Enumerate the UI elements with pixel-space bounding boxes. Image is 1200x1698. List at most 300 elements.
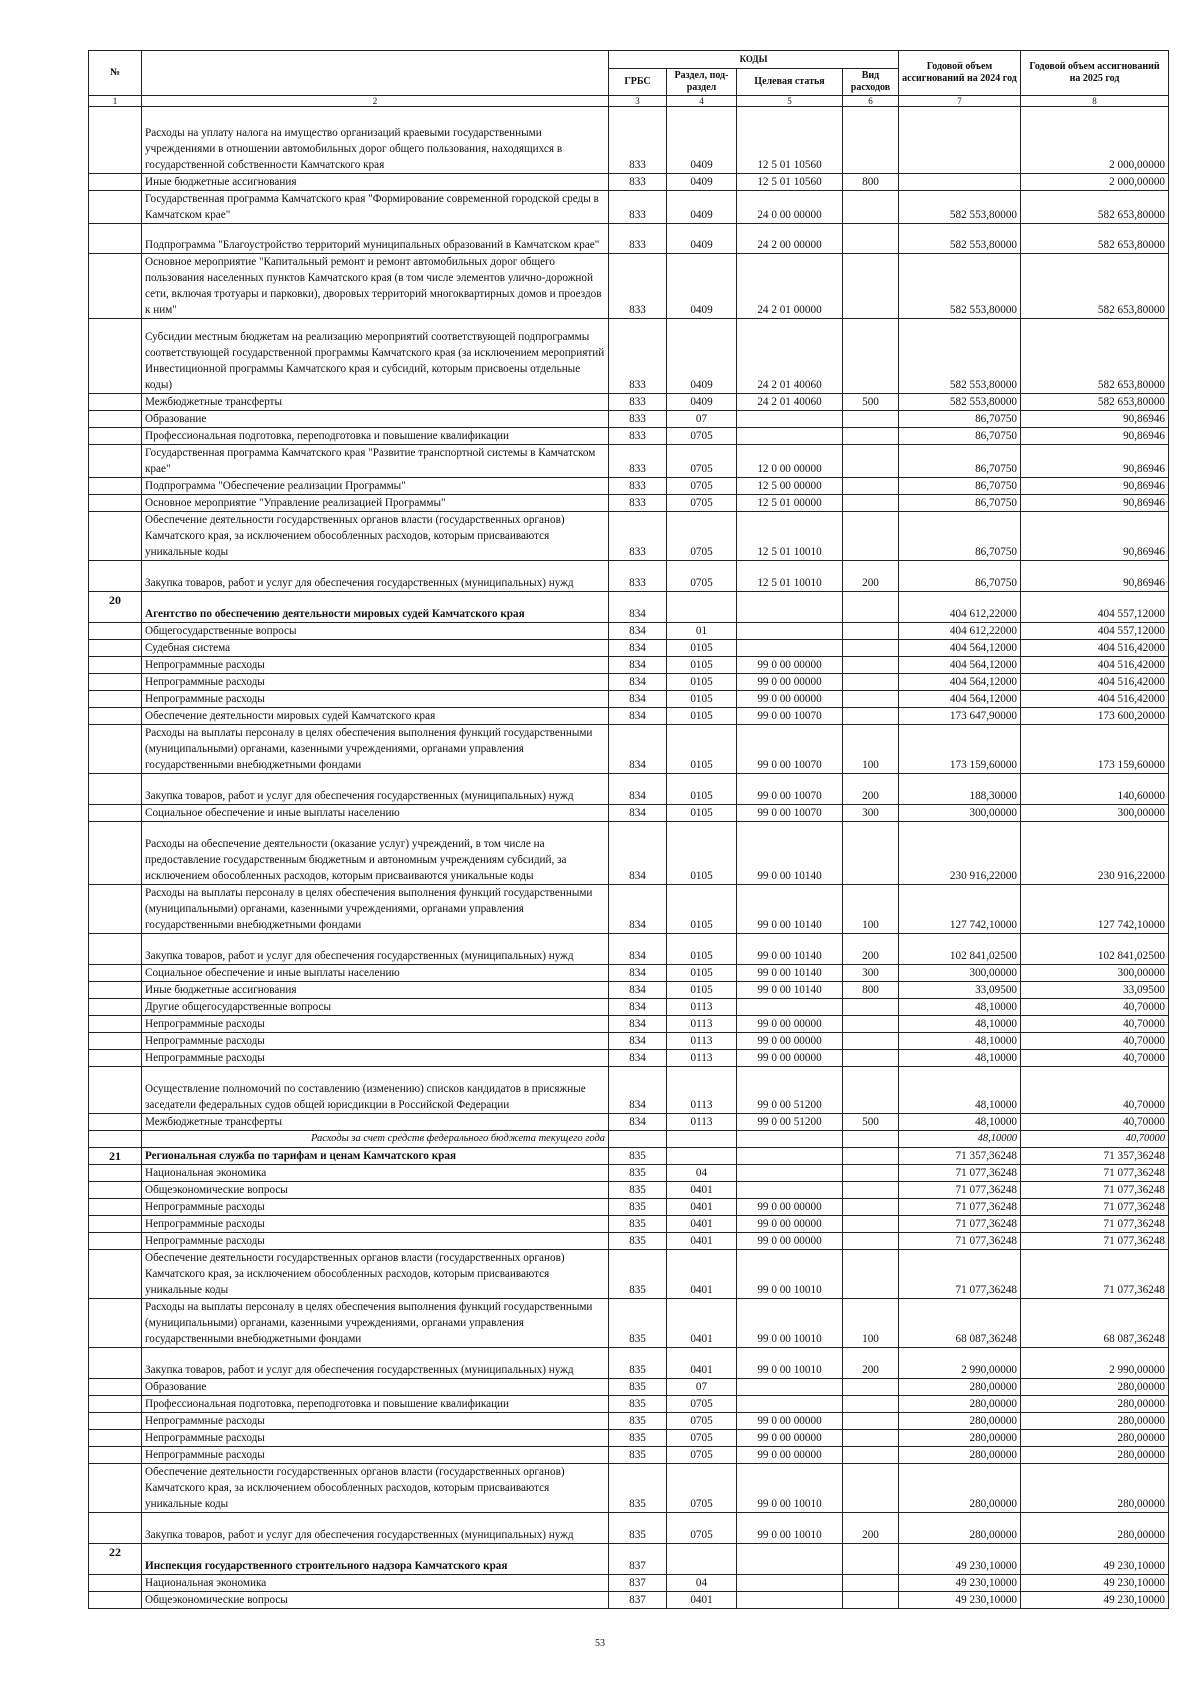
row-target-article: [737, 1131, 843, 1148]
row-grbs: 834: [609, 1114, 667, 1131]
row-target-article: 12 5 01 10010: [737, 512, 843, 561]
col-index: 3: [609, 96, 667, 107]
row-section: 0113: [667, 999, 737, 1016]
row-amount-2025: 173 159,60000: [1021, 725, 1169, 774]
row-section: 0409: [667, 224, 737, 254]
header-section: Раздел, под-раздел: [667, 69, 737, 96]
table-row: [89, 1131, 1169, 1148]
row-section: 0705: [667, 1396, 737, 1413]
row-expense-type: [843, 1396, 899, 1413]
table-row: [89, 319, 1169, 394]
row-name: Государственная программа Камчатского края "Развитие транспортной системы в Камчатском крае": [142, 445, 609, 478]
row-target-article: 99 0 00 10010: [737, 1348, 843, 1379]
row-target-article: 99 0 00 10140: [737, 982, 843, 999]
row-amount-2024: 2 990,00000: [899, 1348, 1021, 1379]
row-expense-type: [843, 445, 899, 478]
row-section: 0105: [667, 691, 737, 708]
row-grbs: 833: [609, 394, 667, 411]
row-amount-2025: 90,86946: [1021, 495, 1169, 512]
row-amount-2024: 49 230,10000: [899, 1544, 1021, 1575]
row-expense-type: 100: [843, 1299, 899, 1348]
header-target: Целевая статья: [737, 69, 843, 96]
row-grbs: 834: [609, 592, 667, 623]
header-name: [142, 51, 609, 96]
row-amount-2025: 2 000,00000: [1021, 107, 1169, 174]
row-name: Обеспечение деятельности государственных органов власти (государственных органов) Камчатского края, за исключением обособленных расходов, которым присваиваются уникальные коды: [142, 512, 609, 561]
table-row: [89, 934, 1169, 965]
row-section: 0105: [667, 774, 737, 805]
row-grbs: 834: [609, 965, 667, 982]
row-name: Агентство по обеспечению деятельности мировых судей Камчатского края: [142, 592, 609, 623]
row-amount-2024: 86,70750: [899, 478, 1021, 495]
row-amount-2025: 300,00000: [1021, 805, 1169, 822]
row-number: [89, 1447, 142, 1464]
row-expense-type: 800: [843, 982, 899, 999]
table-row: [89, 640, 1169, 657]
row-grbs: 834: [609, 674, 667, 691]
row-section: 0105: [667, 805, 737, 822]
row-expense-type: [843, 1233, 899, 1250]
row-grbs: 834: [609, 623, 667, 640]
row-section: 0401: [667, 1250, 737, 1299]
col-index: 6: [843, 96, 899, 107]
row-amount-2024: 280,00000: [899, 1513, 1021, 1544]
row-target-article: 12 5 01 00000: [737, 495, 843, 512]
row-target-article: [737, 1544, 843, 1575]
row-section: 0705: [667, 445, 737, 478]
row-expense-type: [843, 1182, 899, 1199]
row-amount-2024: 404 612,22000: [899, 592, 1021, 623]
row-amount-2024: 404 564,12000: [899, 640, 1021, 657]
row-expense-type: [843, 478, 899, 495]
row-number: [89, 885, 142, 934]
row-number: [89, 1114, 142, 1131]
table-row: [89, 411, 1169, 428]
row-target-article: 99 0 00 10140: [737, 934, 843, 965]
row-amount-2024: 48,10000: [899, 1050, 1021, 1067]
row-amount-2025: 40,70000: [1021, 999, 1169, 1016]
row-amount-2024: [899, 174, 1021, 191]
table-row: [89, 674, 1169, 691]
row-amount-2025: 49 230,10000: [1021, 1544, 1169, 1575]
row-expense-type: [843, 691, 899, 708]
row-amount-2025: 582 653,80000: [1021, 394, 1169, 411]
row-expense-type: [843, 1148, 899, 1165]
table-row: [89, 774, 1169, 805]
row-target-article: 12 5 01 10560: [737, 174, 843, 191]
table-row: [89, 1379, 1169, 1396]
row-expense-type: [843, 1430, 899, 1447]
row-number: 21: [89, 1148, 142, 1165]
table-row: [89, 1182, 1169, 1199]
row-section: 0409: [667, 319, 737, 394]
row-amount-2025: 404 516,42000: [1021, 691, 1169, 708]
table-row: [89, 1114, 1169, 1131]
row-amount-2025: 90,86946: [1021, 411, 1169, 428]
row-amount-2024: 48,10000: [899, 1131, 1021, 1148]
row-expense-type: 200: [843, 1348, 899, 1379]
row-amount-2025: 280,00000: [1021, 1513, 1169, 1544]
row-expense-type: [843, 1067, 899, 1114]
row-target-article: [737, 1182, 843, 1199]
row-amount-2025: 300,00000: [1021, 965, 1169, 982]
row-name: Иные бюджетные ассигнования: [142, 174, 609, 191]
table-row: [89, 1067, 1169, 1114]
table-row: [89, 1575, 1169, 1592]
row-grbs: 835: [609, 1182, 667, 1199]
row-number: [89, 512, 142, 561]
row-section: 0705: [667, 428, 737, 445]
row-amount-2025: 71 077,36248: [1021, 1165, 1169, 1182]
row-section: 0105: [667, 982, 737, 999]
row-name: Непрограммные расходы: [142, 691, 609, 708]
row-amount-2025: 71 077,36248: [1021, 1199, 1169, 1216]
row-amount-2025: 102 841,02500: [1021, 934, 1169, 965]
table-row: [89, 394, 1169, 411]
row-name: Непрограммные расходы: [142, 1447, 609, 1464]
row-expense-type: [843, 411, 899, 428]
table-row: [89, 708, 1169, 725]
row-number: [89, 725, 142, 774]
row-amount-2025: 71 077,36248: [1021, 1216, 1169, 1233]
table-row: [89, 1299, 1169, 1348]
row-name: Межбюджетные трансферты: [142, 394, 609, 411]
row-amount-2024: 127 742,10000: [899, 885, 1021, 934]
row-amount-2024: 404 564,12000: [899, 674, 1021, 691]
row-target-article: [737, 623, 843, 640]
row-number: [89, 495, 142, 512]
header-y2025: Годовой объем ассигнований на 2025 год: [1021, 51, 1169, 96]
row-target-article: 99 0 00 00000: [737, 674, 843, 691]
row-expense-type: [843, 1544, 899, 1575]
row-amount-2024: 86,70750: [899, 445, 1021, 478]
row-expense-type: 100: [843, 725, 899, 774]
row-expense-type: 300: [843, 965, 899, 982]
table-row: [89, 478, 1169, 495]
row-amount-2024: 71 077,36248: [899, 1233, 1021, 1250]
row-name: Непрограммные расходы: [142, 1033, 609, 1050]
row-grbs: 835: [609, 1379, 667, 1396]
row-amount-2024: 300,00000: [899, 805, 1021, 822]
row-name: Образование: [142, 1379, 609, 1396]
row-name: Национальная экономика: [142, 1165, 609, 1182]
row-amount-2025: 40,70000: [1021, 1016, 1169, 1033]
row-number: [89, 674, 142, 691]
table-row: [89, 1447, 1169, 1464]
row-grbs: 834: [609, 708, 667, 725]
row-target-article: 99 0 00 00000: [737, 657, 843, 674]
table-row: [89, 561, 1169, 592]
row-section: 0705: [667, 1430, 737, 1447]
row-target-article: [737, 592, 843, 623]
row-number: [89, 934, 142, 965]
row-grbs: 835: [609, 1447, 667, 1464]
row-grbs: 835: [609, 1299, 667, 1348]
row-expense-type: [843, 428, 899, 445]
table-row: [89, 1413, 1169, 1430]
row-amount-2025: 404 557,12000: [1021, 623, 1169, 640]
row-target-article: 12 5 00 00000: [737, 478, 843, 495]
row-expense-type: [843, 1016, 899, 1033]
row-grbs: 833: [609, 174, 667, 191]
row-target-article: [737, 999, 843, 1016]
row-amount-2024: 86,70750: [899, 428, 1021, 445]
row-grbs: 835: [609, 1348, 667, 1379]
row-target-article: 99 0 00 00000: [737, 1016, 843, 1033]
row-grbs: 833: [609, 445, 667, 478]
header-num: №: [89, 51, 142, 96]
row-name: Социальное обеспечение и иные выплаты населению: [142, 805, 609, 822]
row-target-article: 99 0 00 10010: [737, 1299, 843, 1348]
row-name: Осуществление полномочий по составлению (изменению) списков кандидатов в присяжные заседатели федеральных судов общей юрисдикции в Российской Федерации: [142, 1067, 609, 1114]
row-number: [89, 254, 142, 319]
row-number: [89, 965, 142, 982]
row-number: [89, 657, 142, 674]
row-amount-2025: 582 653,80000: [1021, 191, 1169, 224]
row-grbs: 833: [609, 254, 667, 319]
row-target-article: 24 2 01 40060: [737, 319, 843, 394]
row-amount-2025: 2 000,00000: [1021, 174, 1169, 191]
row-number: [89, 999, 142, 1016]
row-section: 0705: [667, 512, 737, 561]
row-amount-2024: 280,00000: [899, 1464, 1021, 1513]
row-name: Расходы на выплаты персоналу в целях обеспечения выполнения функций государственными (муниципальными) органами, казенными учреждениями, органами управления государственными внебюджетными фондами: [142, 725, 609, 774]
row-grbs: 834: [609, 982, 667, 999]
row-section: 01: [667, 623, 737, 640]
row-section: 0705: [667, 1513, 737, 1544]
row-name: Обеспечение деятельности мировых судей Камчатского края: [142, 708, 609, 725]
row-number: [89, 1464, 142, 1513]
row-name: Расходы на выплаты персоналу в целях обеспечения выполнения функций государственными (муниципальными) органами, казенными учреждениями, органами управления государственными внебюджетными фондами: [142, 1299, 609, 1348]
table-row: [89, 512, 1169, 561]
row-section: 04: [667, 1575, 737, 1592]
row-name: Иные бюджетные ассигнования: [142, 982, 609, 999]
row-expense-type: [843, 495, 899, 512]
row-grbs: 835: [609, 1430, 667, 1447]
table-row: [89, 1199, 1169, 1216]
row-section: 0401: [667, 1592, 737, 1609]
row-expense-type: [843, 657, 899, 674]
row-name: Подпрограмма "Обеспечение реализации Программы": [142, 478, 609, 495]
table-row: [89, 1348, 1169, 1379]
row-amount-2024: 48,10000: [899, 1067, 1021, 1114]
row-grbs: 835: [609, 1250, 667, 1299]
row-amount-2025: 404 557,12000: [1021, 592, 1169, 623]
row-name: Непрограммные расходы: [142, 1199, 609, 1216]
table-row: [89, 1233, 1169, 1250]
row-amount-2024: 48,10000: [899, 1016, 1021, 1033]
row-number: 20: [89, 592, 142, 623]
row-target-article: 99 0 00 00000: [737, 1050, 843, 1067]
row-section: 0705: [667, 561, 737, 592]
table-row: [89, 495, 1169, 512]
row-amount-2025: 71 077,36248: [1021, 1250, 1169, 1299]
row-amount-2025: 71 077,36248: [1021, 1182, 1169, 1199]
row-name: Другие общегосударственные вопросы: [142, 999, 609, 1016]
table-row: [89, 1513, 1169, 1544]
row-target-article: [737, 1379, 843, 1396]
row-section: 0705: [667, 1464, 737, 1513]
row-target-article: 99 0 00 51200: [737, 1067, 843, 1114]
row-amount-2025: 40,70000: [1021, 1033, 1169, 1050]
row-expense-type: 200: [843, 774, 899, 805]
table-row: [89, 623, 1169, 640]
row-number: [89, 191, 142, 224]
row-target-article: 99 0 00 10140: [737, 822, 843, 885]
row-number: [89, 224, 142, 254]
row-section: 0401: [667, 1182, 737, 1199]
row-amount-2025: 40,70000: [1021, 1050, 1169, 1067]
row-target-article: [737, 1575, 843, 1592]
row-grbs: 835: [609, 1148, 667, 1165]
row-section: 0105: [667, 822, 737, 885]
row-target-article: [737, 428, 843, 445]
table-row: [89, 224, 1169, 254]
row-grbs: 833: [609, 561, 667, 592]
row-amount-2025: 230 916,22000: [1021, 822, 1169, 885]
col-index: 2: [142, 96, 609, 107]
row-amount-2025: 71 357,36248: [1021, 1148, 1169, 1165]
row-name: Образование: [142, 411, 609, 428]
table-row: [89, 107, 1169, 174]
row-expense-type: [843, 191, 899, 224]
row-target-article: 12 0 00 00000: [737, 445, 843, 478]
row-target-article: [737, 1165, 843, 1182]
table-row: [89, 1430, 1169, 1447]
row-expense-type: [843, 1464, 899, 1513]
row-target-article: [737, 640, 843, 657]
table-row: [89, 1464, 1169, 1513]
row-name: Подпрограмма "Благоустройство территорий муниципальных образований в Камчатском крае": [142, 224, 609, 254]
row-amount-2025: 582 653,80000: [1021, 254, 1169, 319]
row-target-article: 99 0 00 00000: [737, 1447, 843, 1464]
row-amount-2024: 173 159,60000: [899, 725, 1021, 774]
row-section: 0409: [667, 394, 737, 411]
row-grbs: 835: [609, 1199, 667, 1216]
row-target-article: 12 5 01 10010: [737, 561, 843, 592]
row-name: Субсидии местным бюджетам на реализацию мероприятий соответствующей подпрограммы соответствующей государственной программы Камчатского края (за исключением мероприятий Инвестиционной программы Камчатского края и субсидий, которым присвоены отдельные коды): [142, 319, 609, 394]
row-name: Судебная система: [142, 640, 609, 657]
row-name: Непрограммные расходы: [142, 1233, 609, 1250]
table-row: [89, 1250, 1169, 1299]
row-amount-2025: 71 077,36248: [1021, 1233, 1169, 1250]
row-grbs: 833: [609, 428, 667, 445]
row-section: 04: [667, 1165, 737, 1182]
row-section: 0105: [667, 885, 737, 934]
row-name: Общегосударственные вопросы: [142, 623, 609, 640]
row-expense-type: 500: [843, 394, 899, 411]
row-number: [89, 623, 142, 640]
row-grbs: 834: [609, 1050, 667, 1067]
row-section: [667, 1148, 737, 1165]
row-number: [89, 428, 142, 445]
row-section: 0105: [667, 674, 737, 691]
row-amount-2024: 48,10000: [899, 999, 1021, 1016]
row-amount-2025: 404 516,42000: [1021, 640, 1169, 657]
row-amount-2024: 582 553,80000: [899, 224, 1021, 254]
row-name: Закупка товаров, работ и услуг для обеспечения государственных (муниципальных) нужд: [142, 774, 609, 805]
row-target-article: 24 0 00 00000: [737, 191, 843, 224]
row-name: Закупка товаров, работ и услуг для обеспечения государственных (муниципальных) нужд: [142, 934, 609, 965]
row-amount-2025: 90,86946: [1021, 512, 1169, 561]
row-expense-type: [843, 1165, 899, 1182]
row-expense-type: 800: [843, 174, 899, 191]
row-amount-2024: [899, 107, 1021, 174]
row-expense-type: [843, 1250, 899, 1299]
row-section: 07: [667, 411, 737, 428]
row-amount-2025: 40,70000: [1021, 1114, 1169, 1131]
row-name: Общеэкономические вопросы: [142, 1592, 609, 1609]
row-expense-type: [843, 708, 899, 725]
row-section: 0105: [667, 965, 737, 982]
row-amount-2024: 280,00000: [899, 1396, 1021, 1413]
page-number: 53: [595, 1638, 605, 1649]
row-expense-type: [843, 1216, 899, 1233]
row-name: Непрограммные расходы: [142, 1050, 609, 1067]
row-expense-type: [843, 1592, 899, 1609]
row-grbs: 834: [609, 725, 667, 774]
table-row: [89, 657, 1169, 674]
table-row: [89, 1050, 1169, 1067]
row-name: Основное мероприятие "Капитальный ремонт и ремонт автомобильных дорог общего пользования населенных пунктов Камчатского края (в том числе элементов улично-дорожной сети, включая тротуары и парковки), дворовых территорий многоквартирных домов и проездов к ним": [142, 254, 609, 319]
row-section: 0113: [667, 1114, 737, 1131]
row-expense-type: [843, 1447, 899, 1464]
row-number: [89, 1575, 142, 1592]
row-target-article: 99 0 00 10010: [737, 1513, 843, 1544]
row-expense-type: [843, 999, 899, 1016]
row-name: Профессиональная подготовка, переподготовка и повышение квалификации: [142, 428, 609, 445]
row-grbs: 833: [609, 191, 667, 224]
row-grbs: 834: [609, 657, 667, 674]
row-expense-type: [843, 674, 899, 691]
table-row: [89, 1033, 1169, 1050]
row-amount-2024: 280,00000: [899, 1447, 1021, 1464]
table-row: [89, 999, 1169, 1016]
row-target-article: 24 2 01 00000: [737, 254, 843, 319]
row-number: [89, 708, 142, 725]
row-expense-type: [843, 254, 899, 319]
table-row: [89, 805, 1169, 822]
table-row: [89, 725, 1169, 774]
row-section: 0409: [667, 107, 737, 174]
row-amount-2024: 48,10000: [899, 1033, 1021, 1050]
row-target-article: 99 0 00 00000: [737, 1216, 843, 1233]
row-grbs: 837: [609, 1575, 667, 1592]
row-expense-type: [843, 1199, 899, 1216]
row-name: Непрограммные расходы: [142, 1430, 609, 1447]
row-number: [89, 1250, 142, 1299]
row-number: [89, 1165, 142, 1182]
row-name: Закупка товаров, работ и услуг для обеспечения государственных (муниципальных) нужд: [142, 1513, 609, 1544]
row-name: Непрограммные расходы: [142, 657, 609, 674]
row-number: 22: [89, 1544, 142, 1575]
budget-table: [88, 50, 1169, 1609]
row-amount-2025: 40,70000: [1021, 1131, 1169, 1148]
row-section: [667, 592, 737, 623]
row-target-article: 99 0 00 10070: [737, 708, 843, 725]
row-grbs: 834: [609, 774, 667, 805]
row-target-article: 99 0 00 10140: [737, 885, 843, 934]
table-row: [89, 1396, 1169, 1413]
row-section: 0705: [667, 1447, 737, 1464]
row-section: 0105: [667, 725, 737, 774]
row-target-article: [737, 1592, 843, 1609]
row-section: 0401: [667, 1216, 737, 1233]
row-target-article: [737, 1396, 843, 1413]
row-section: 0113: [667, 1067, 737, 1114]
col-index: 1: [89, 96, 142, 107]
row-number: [89, 691, 142, 708]
